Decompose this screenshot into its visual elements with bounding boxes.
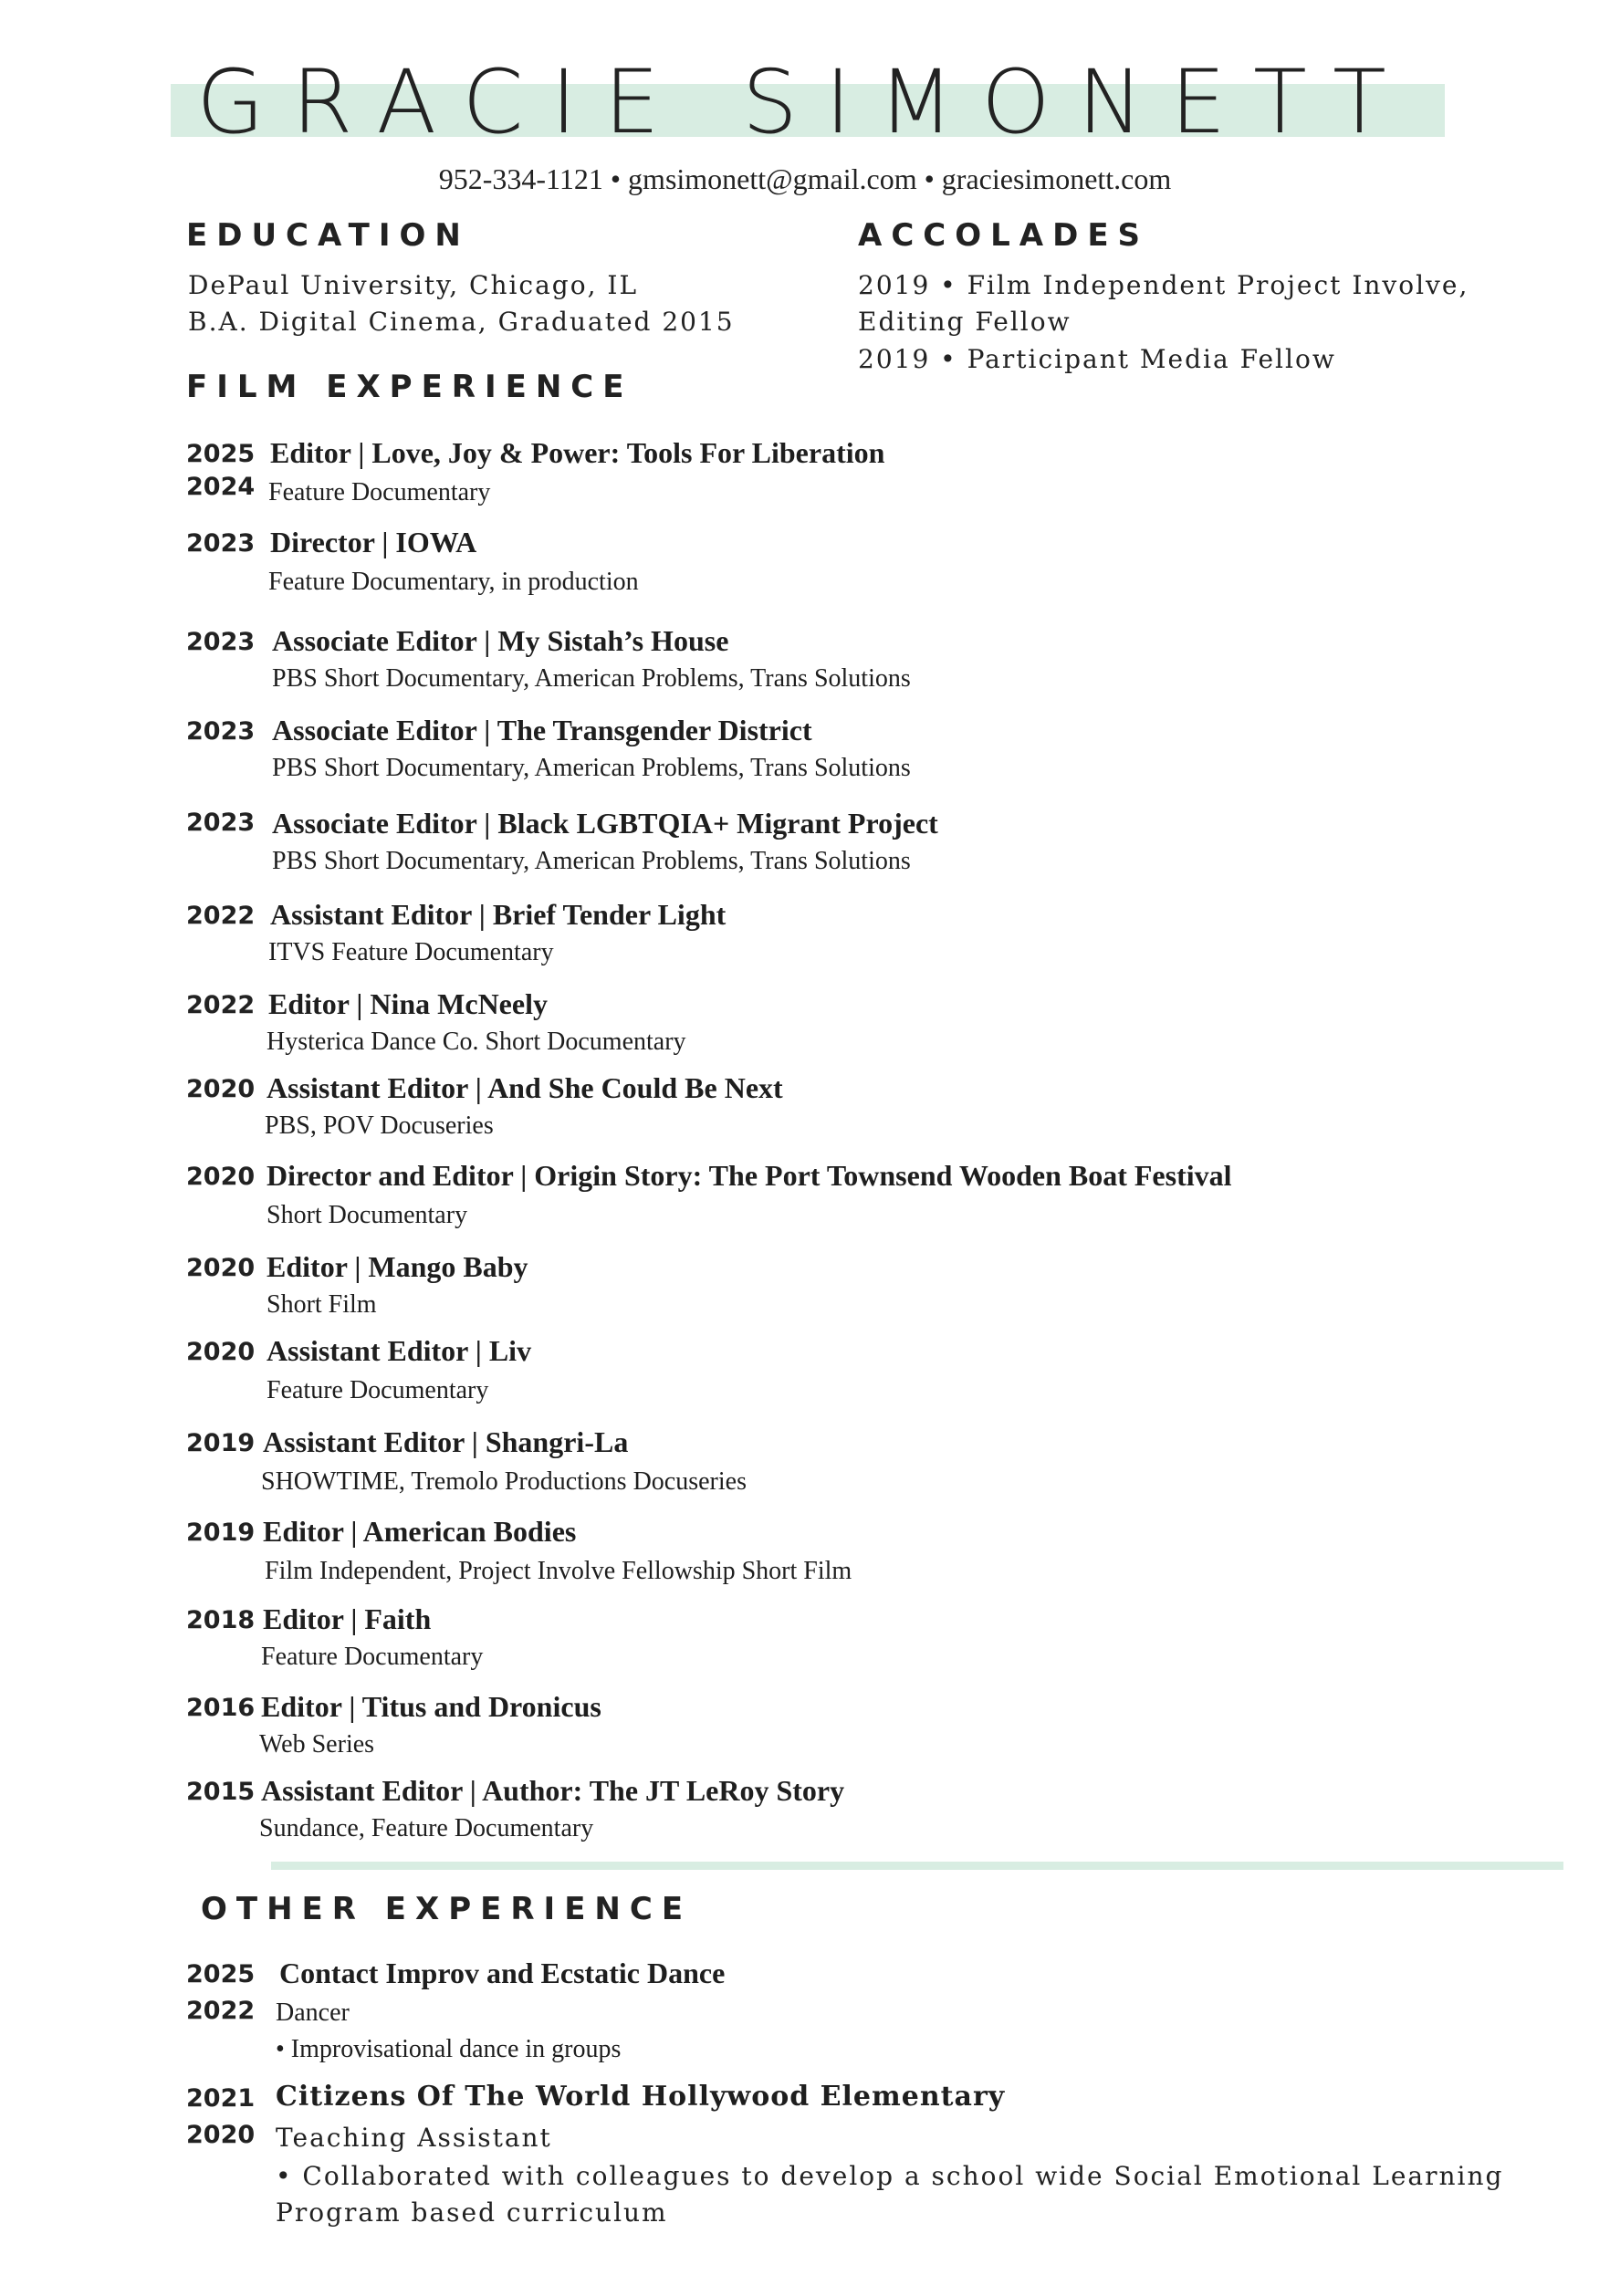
entry-subtitle: Teaching Assistant (276, 2123, 552, 2153)
entry-title: Assistant Editor | Liv (267, 1334, 532, 1367)
entry-subtitle: Short Documentary (267, 1201, 468, 1229)
entry-title: Editor | Love, Joy & Power: Tools For Liberation (270, 436, 885, 469)
entry-subtitle: PBS, POV Docuseries (265, 1111, 494, 1140)
entry-detail: Program based curriculum (276, 2197, 668, 2228)
entry-title: Assistant Editor | Author: The JT LeRoy Story (261, 1774, 845, 1807)
entry-year: 2023 (186, 628, 256, 656)
entry-title: Associate Editor | The Transgender District (272, 714, 812, 746)
entry-subtitle: ITVS Feature Documentary (268, 938, 554, 966)
film-experience-heading: FILM EXPERIENCE (186, 369, 633, 405)
entry-title: Editor | Titus and Dronicus (261, 1690, 601, 1723)
entry-year: 2019 (186, 1429, 256, 1457)
section-divider (271, 1862, 1563, 1870)
entry-detail: • Improvisational dance in groups (276, 2035, 622, 2063)
entry-year: 2020 (186, 1163, 256, 1191)
entry-subtitle: Feature Documentary (261, 1643, 484, 1671)
entry-year: 2025 (186, 1960, 256, 1988)
other-experience-heading: OTHER EXPERIENCE (201, 1891, 693, 1927)
entry-title: Assistant Editor | And She Could Be Next (267, 1071, 783, 1104)
entry-year: 2020 (186, 2121, 256, 2149)
accolade-line: 2019 • Participant Media Fellow (858, 344, 1336, 374)
entry-year: 2015 (186, 1778, 256, 1806)
entry-subtitle: PBS Short Documentary, American Problems, Trans Solutions (272, 664, 911, 693)
entry-title: Editor | Nina McNeely (268, 987, 548, 1020)
entry-year: 2022 (186, 991, 256, 1019)
entry-title: Assistant Editor | Shangri-La (263, 1425, 629, 1458)
education-line: DePaul University, Chicago, IL (188, 270, 639, 300)
entry-title: Associate Editor | My Sistah’s House (272, 624, 729, 657)
entry-subtitle: Web Series (259, 1730, 375, 1759)
entry-title: Director | IOWA (270, 526, 477, 558)
entry-subtitle: PBS Short Documentary, American Problems, Trans Solutions (272, 754, 911, 782)
contact-info: 952-334-1121 • gmsimonett@gmail.com • graciesimonett.com (438, 162, 1172, 195)
entry-subtitle: Dancer (276, 1999, 350, 2027)
education-line: B.A. Digital Cinema, Graduated 2015 (188, 307, 735, 337)
entry-subtitle: Feature Documentary, in production (268, 568, 639, 596)
accolades-heading: ACCOLADES (858, 217, 1150, 254)
entry-title: Editor | Faith (263, 1602, 432, 1635)
entry-subtitle: SHOWTIME, Tremolo Productions Docuseries (261, 1467, 747, 1496)
entry-subtitle: Film Independent, Project Involve Fellowship Short Film (265, 1557, 852, 1585)
entry-year: 2020 (186, 1254, 256, 1282)
entry-subtitle: Short Film (267, 1290, 377, 1319)
entry-subtitle: PBS Short Documentary, American Problems, Trans Solutions (272, 847, 911, 875)
entry-year: 2022 (186, 1997, 256, 2025)
entry-title: Assistant Editor | Brief Tender Light (270, 898, 727, 931)
entry-year: 2020 (186, 1338, 256, 1366)
entry-year: 2025 (186, 440, 256, 468)
entry-year: 2023 (186, 717, 256, 746)
accolade-line: 2019 • Film Independent Project Involve, (858, 270, 1469, 300)
entry-year: 2023 (186, 809, 256, 837)
entry-title: Editor | American Bodies (263, 1515, 577, 1548)
entry-year: 2022 (186, 902, 256, 930)
entry-title: Contact Improv and Ecstatic Dance (279, 1957, 726, 1989)
resume-name: GRACIE SIMONETT (196, 51, 1414, 153)
entry-detail: • Collaborated with colleagues to develop a school wide Social Emotional Learning (276, 2161, 1504, 2191)
entry-year: 2016 (186, 1694, 256, 1722)
entry-subtitle: Hysterica Dance Co. Short Documentary (267, 1028, 686, 1056)
entry-title: Citizens Of The World Hollywood Elementary (276, 2081, 1006, 2113)
entry-subtitle: Feature Documentary (268, 478, 491, 506)
entry-title: Editor | Mango Baby (267, 1250, 528, 1283)
entry-title: Associate Editor | Black LGBTQIA+ Migrant Project (272, 807, 938, 840)
accolade-line: Editing Fellow (858, 307, 1072, 337)
education-heading: EDUCATION (186, 217, 470, 254)
entry-subtitle: Feature Documentary (267, 1376, 489, 1404)
entry-year: 2021 (186, 2084, 256, 2113)
entry-year: 2019 (186, 1518, 256, 1547)
entry-year: 2020 (186, 1075, 256, 1103)
entry-year: 2023 (186, 529, 256, 558)
entry-year: 2018 (186, 1606, 256, 1634)
entry-subtitle: Sundance, Feature Documentary (259, 1814, 594, 1842)
entry-title: Director and Editor | Origin Story: The Port Townsend Wooden Boat Festival (267, 1159, 1232, 1192)
entry-year: 2024 (186, 473, 256, 501)
